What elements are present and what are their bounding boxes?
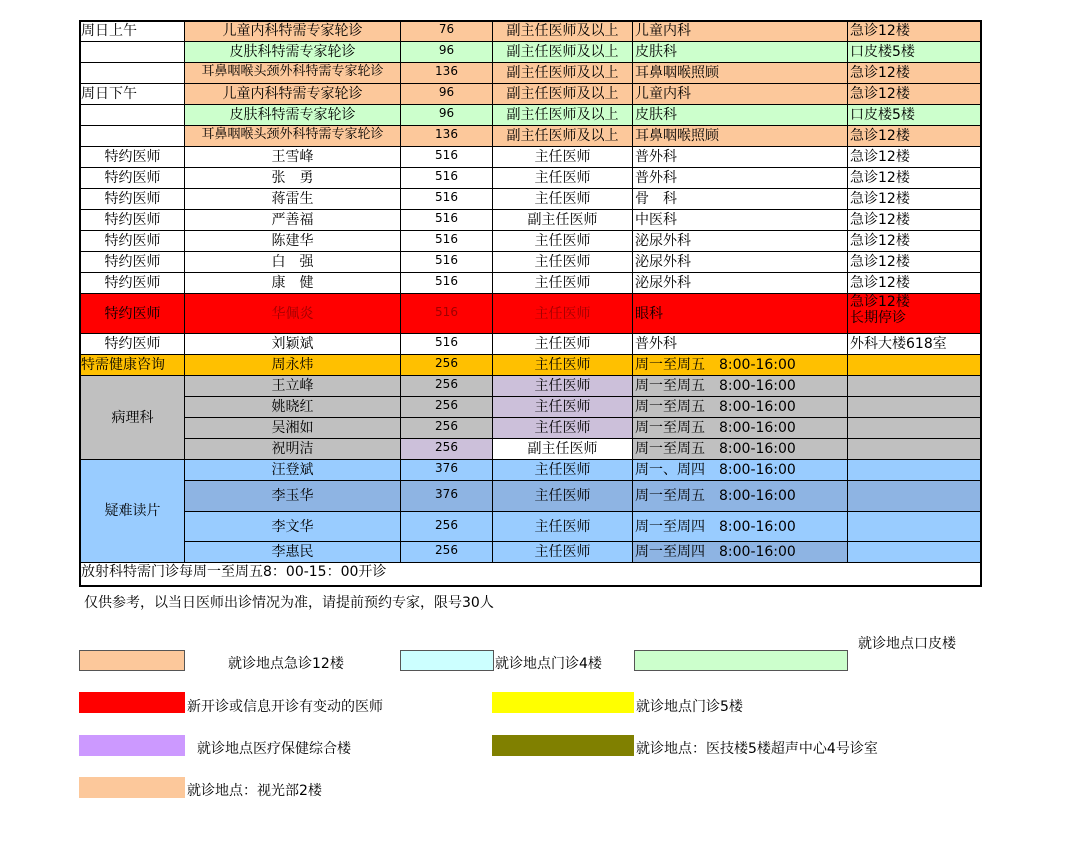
legend-swatch-peach-vision bbox=[79, 777, 185, 798]
cell-col1: 特约医师 bbox=[79, 294, 185, 334]
cell-col5: 眼科 bbox=[633, 294, 848, 334]
cell-col2: 蒋雷生 bbox=[185, 189, 401, 210]
cell-col3: 516 bbox=[401, 189, 493, 210]
cell-col2: 王雪峰 bbox=[185, 147, 401, 168]
cell-col6 bbox=[848, 460, 982, 481]
cell-col5: 皮肤科 bbox=[633, 42, 848, 63]
cell-col4: 副主任医师 bbox=[493, 210, 633, 231]
cell-col5: 儿童内科 bbox=[633, 21, 848, 42]
cell-col6 bbox=[848, 512, 982, 542]
cell-col5: 耳鼻咽喉照顾 bbox=[633, 63, 848, 84]
cell-col6: 口皮楼5楼 bbox=[848, 42, 982, 63]
legend-label-koupi: 就诊地点口皮楼 bbox=[858, 636, 956, 652]
cell-col5: 周一、周四 8:00-16:00 bbox=[633, 460, 848, 481]
cell-col5: 泌尿外科 bbox=[633, 231, 848, 252]
cell-col3: 376 bbox=[401, 460, 493, 481]
cell-col2: 康 健 bbox=[185, 273, 401, 294]
cell-col5: 周一至周五 8:00-16:00 bbox=[633, 355, 848, 376]
cell-col4: 主任医师 bbox=[493, 512, 633, 542]
cell-col2: 张 勇 bbox=[185, 168, 401, 189]
cell-col1: 疑难读片 bbox=[79, 460, 185, 563]
cell-col6 bbox=[848, 294, 982, 334]
cell-col3: 256 bbox=[401, 542, 493, 563]
cell-col3: 516 bbox=[401, 252, 493, 273]
cell-col4: 主任医师 bbox=[493, 168, 633, 189]
cell-col1: 病理科 bbox=[79, 376, 185, 460]
cell-col2: 耳鼻咽喉头颈外科特需专家轮诊 bbox=[185, 63, 401, 84]
cell-col3: 256 bbox=[401, 439, 493, 460]
cell-col5: 周一至周四 8:00-16:00 bbox=[633, 512, 848, 542]
cell-col2: 儿童内科特需专家轮诊 bbox=[185, 84, 401, 105]
cell-col1: 特约医师 bbox=[79, 147, 185, 168]
cell-col5: 周一至周五 8:00-16:00 bbox=[633, 376, 848, 397]
cell-col4: 主任医师 bbox=[493, 542, 633, 563]
cell-col2: 华佩炎 bbox=[185, 294, 401, 334]
cell-col3: 96 bbox=[401, 42, 493, 63]
legend-swatch-yellow bbox=[492, 692, 634, 713]
legend-swatch-violet bbox=[79, 735, 185, 756]
cell-col4: 副主任医师 bbox=[493, 439, 633, 460]
legend-swatch-green bbox=[634, 650, 848, 671]
legend-label-changed: 新开诊或信息开诊有变动的医师 bbox=[187, 699, 383, 715]
cell-col6: 急诊12楼 bbox=[848, 210, 982, 231]
cell-col5: 周一至周五 8:00-16:00 bbox=[633, 439, 848, 460]
cell-col1: 特约医师 bbox=[79, 210, 185, 231]
cell-col6: 外科大楼618室 bbox=[848, 334, 982, 355]
cell-col2: 李玉华 bbox=[185, 481, 401, 512]
cell-col2: 吴湘如 bbox=[185, 418, 401, 439]
cell-col4: 主任医师 bbox=[493, 481, 633, 512]
cell-col1: 特约医师 bbox=[79, 189, 185, 210]
cell-col5: 普外科 bbox=[633, 168, 848, 189]
cell-col6: 口皮楼5楼 bbox=[848, 105, 982, 126]
cell-col2: 刘颖斌 bbox=[185, 334, 401, 355]
cell-col2: 祝明洁 bbox=[185, 439, 401, 460]
cell-col2: 李文华 bbox=[185, 512, 401, 542]
cell-col2: 陈建华 bbox=[185, 231, 401, 252]
cell-col4: 主任医师 bbox=[493, 418, 633, 439]
cell-col3: 516 bbox=[401, 273, 493, 294]
cell-col6: 急诊12楼 bbox=[848, 273, 982, 294]
cell-col2: 皮肤科特需专家轮诊 bbox=[185, 105, 401, 126]
footnote: 仅供参考，以当日医师出诊情况为准，请提前预约专家，限号30人 bbox=[84, 595, 494, 611]
cell-col3: 516 bbox=[401, 294, 493, 334]
cell-col1: 特需健康咨询 bbox=[79, 355, 185, 376]
cell-col3: 516 bbox=[401, 231, 493, 252]
cell-col2: 耳鼻咽喉头颈外科特需专家轮诊 bbox=[185, 126, 401, 147]
cell-col3: 516 bbox=[401, 168, 493, 189]
cell-col6: 急诊12楼 bbox=[848, 168, 982, 189]
cell-col5: 普外科 bbox=[633, 147, 848, 168]
legend-swatch-peach bbox=[79, 650, 185, 671]
cell-col4: 副主任医师及以上 bbox=[493, 84, 633, 105]
cell-col3: 256 bbox=[401, 397, 493, 418]
cell-col6 bbox=[848, 481, 982, 512]
cell-col5: 周一至周五 8:00-16:00 bbox=[633, 397, 848, 418]
cell-col4: 主任医师 bbox=[493, 252, 633, 273]
cell-col2: 白 强 bbox=[185, 252, 401, 273]
cell-col1: 周日上午 bbox=[79, 21, 185, 42]
cell-col6: 急诊12楼 bbox=[848, 63, 982, 84]
cell-col6 bbox=[848, 397, 982, 418]
cell-col6 bbox=[848, 542, 982, 563]
cell-col4: 主任医师 bbox=[493, 294, 633, 334]
cell-col6 bbox=[848, 376, 982, 397]
cell-col1: 特约医师 bbox=[79, 273, 185, 294]
cell-col6 bbox=[848, 418, 982, 439]
cell-col1: 特约医师 bbox=[79, 168, 185, 189]
legend-label-health: 就诊地点医疗保健综合楼 bbox=[197, 741, 351, 757]
cell-col4: 主任医师 bbox=[493, 273, 633, 294]
cell-col6: 急诊12楼 bbox=[848, 126, 982, 147]
cell-col6 bbox=[848, 439, 982, 460]
cell-col1: 特约医师 bbox=[79, 231, 185, 252]
legend-swatch-olive bbox=[492, 735, 634, 756]
cell-col5: 儿童内科 bbox=[633, 84, 848, 105]
cell-col2: 汪登斌 bbox=[185, 460, 401, 481]
cell-col2: 王立峰 bbox=[185, 376, 401, 397]
cell-col5: 周一至周五 8:00-16:00 bbox=[633, 481, 848, 512]
cell-col4: 主任医师 bbox=[493, 334, 633, 355]
footer-row: 放射科特需门诊每周一至周五8：00-15：00开诊 bbox=[81, 564, 387, 580]
legend-label-clinic4: 就诊地点门诊4楼 bbox=[495, 656, 602, 672]
cell-col3: 516 bbox=[401, 334, 493, 355]
cell-col6: 急诊12楼 bbox=[848, 231, 982, 252]
cell-col1: 特约医师 bbox=[79, 252, 185, 273]
cell-col3: 516 bbox=[401, 147, 493, 168]
legend-swatch-cyan bbox=[400, 650, 494, 671]
cell-col1 bbox=[79, 105, 185, 126]
cell-col6: 急诊12楼 bbox=[848, 84, 982, 105]
cell-col4: 主任医师 bbox=[493, 397, 633, 418]
cell-col4: 副主任医师及以上 bbox=[493, 42, 633, 63]
cell-col2: 周永炜 bbox=[185, 355, 401, 376]
cell-col5: 周一至周四 8:00-16:00 bbox=[633, 542, 848, 563]
legend-label-clinic5: 就诊地点门诊5楼 bbox=[636, 699, 743, 715]
legend-swatch-red bbox=[79, 692, 185, 713]
cell-col2: 皮肤科特需专家轮诊 bbox=[185, 42, 401, 63]
cell-col4: 副主任医师及以上 bbox=[493, 63, 633, 84]
legend-label-emergency: 就诊地点急诊12楼 bbox=[228, 656, 344, 672]
cell-col5: 普外科 bbox=[633, 334, 848, 355]
cell-col5: 皮肤科 bbox=[633, 105, 848, 126]
cell-col3: 256 bbox=[401, 355, 493, 376]
cell-col6: 急诊12楼 bbox=[848, 189, 982, 210]
cell-col4: 主任医师 bbox=[493, 231, 633, 252]
cell-col3: 256 bbox=[401, 376, 493, 397]
cell-col2: 李惠民 bbox=[185, 542, 401, 563]
cell-col5: 中医科 bbox=[633, 210, 848, 231]
cell-col3: 376 bbox=[401, 481, 493, 512]
cell-col6 bbox=[848, 355, 982, 376]
cell-col6-line2: 长期停诊 bbox=[850, 310, 906, 327]
cell-col4: 副主任医师及以上 bbox=[493, 21, 633, 42]
cell-col3: 516 bbox=[401, 210, 493, 231]
cell-col4: 主任医师 bbox=[493, 460, 633, 481]
cell-col1 bbox=[79, 42, 185, 63]
legend-label-ultrasound: 就诊地点：医技楼5楼超声中心4号诊室 bbox=[636, 741, 878, 757]
cell-col2: 姚晓红 bbox=[185, 397, 401, 418]
cell-col3: 256 bbox=[401, 512, 493, 542]
cell-col6: 急诊12楼 bbox=[848, 147, 982, 168]
cell-col5: 耳鼻咽喉照顾 bbox=[633, 126, 848, 147]
cell-col1 bbox=[79, 63, 185, 84]
cell-col4: 副主任医师及以上 bbox=[493, 105, 633, 126]
cell-col5: 泌尿外科 bbox=[633, 252, 848, 273]
cell-col1: 特约医师 bbox=[79, 334, 185, 355]
cell-col3: 256 bbox=[401, 418, 493, 439]
cell-col4: 主任医师 bbox=[493, 189, 633, 210]
cell-col3: 136 bbox=[401, 126, 493, 147]
cell-col3: 136 bbox=[401, 63, 493, 84]
cell-col3: 96 bbox=[401, 84, 493, 105]
cell-col1: 周日下午 bbox=[79, 84, 185, 105]
cell-col2: 严善福 bbox=[185, 210, 401, 231]
cell-col4: 主任医师 bbox=[493, 355, 633, 376]
cell-col4: 主任医师 bbox=[493, 147, 633, 168]
cell-col3: 96 bbox=[401, 105, 493, 126]
cell-col5: 周一至周五 8:00-16:00 bbox=[633, 418, 848, 439]
legend-label-vision: 就诊地点：视光部2楼 bbox=[187, 783, 322, 799]
cell-col5: 泌尿外科 bbox=[633, 273, 848, 294]
cell-col6-line1: 急诊12楼 bbox=[850, 294, 910, 310]
cell-col4: 副主任医师及以上 bbox=[493, 126, 633, 147]
cell-col6: 急诊12楼 bbox=[848, 21, 982, 42]
cell-col2: 儿童内科特需专家轮诊 bbox=[185, 21, 401, 42]
cell-col3: 76 bbox=[401, 21, 493, 42]
cell-col6: 急诊12楼 bbox=[848, 252, 982, 273]
cell-col5: 骨 科 bbox=[633, 189, 848, 210]
cell-col1 bbox=[79, 126, 185, 147]
cell-col4: 主任医师 bbox=[493, 376, 633, 397]
